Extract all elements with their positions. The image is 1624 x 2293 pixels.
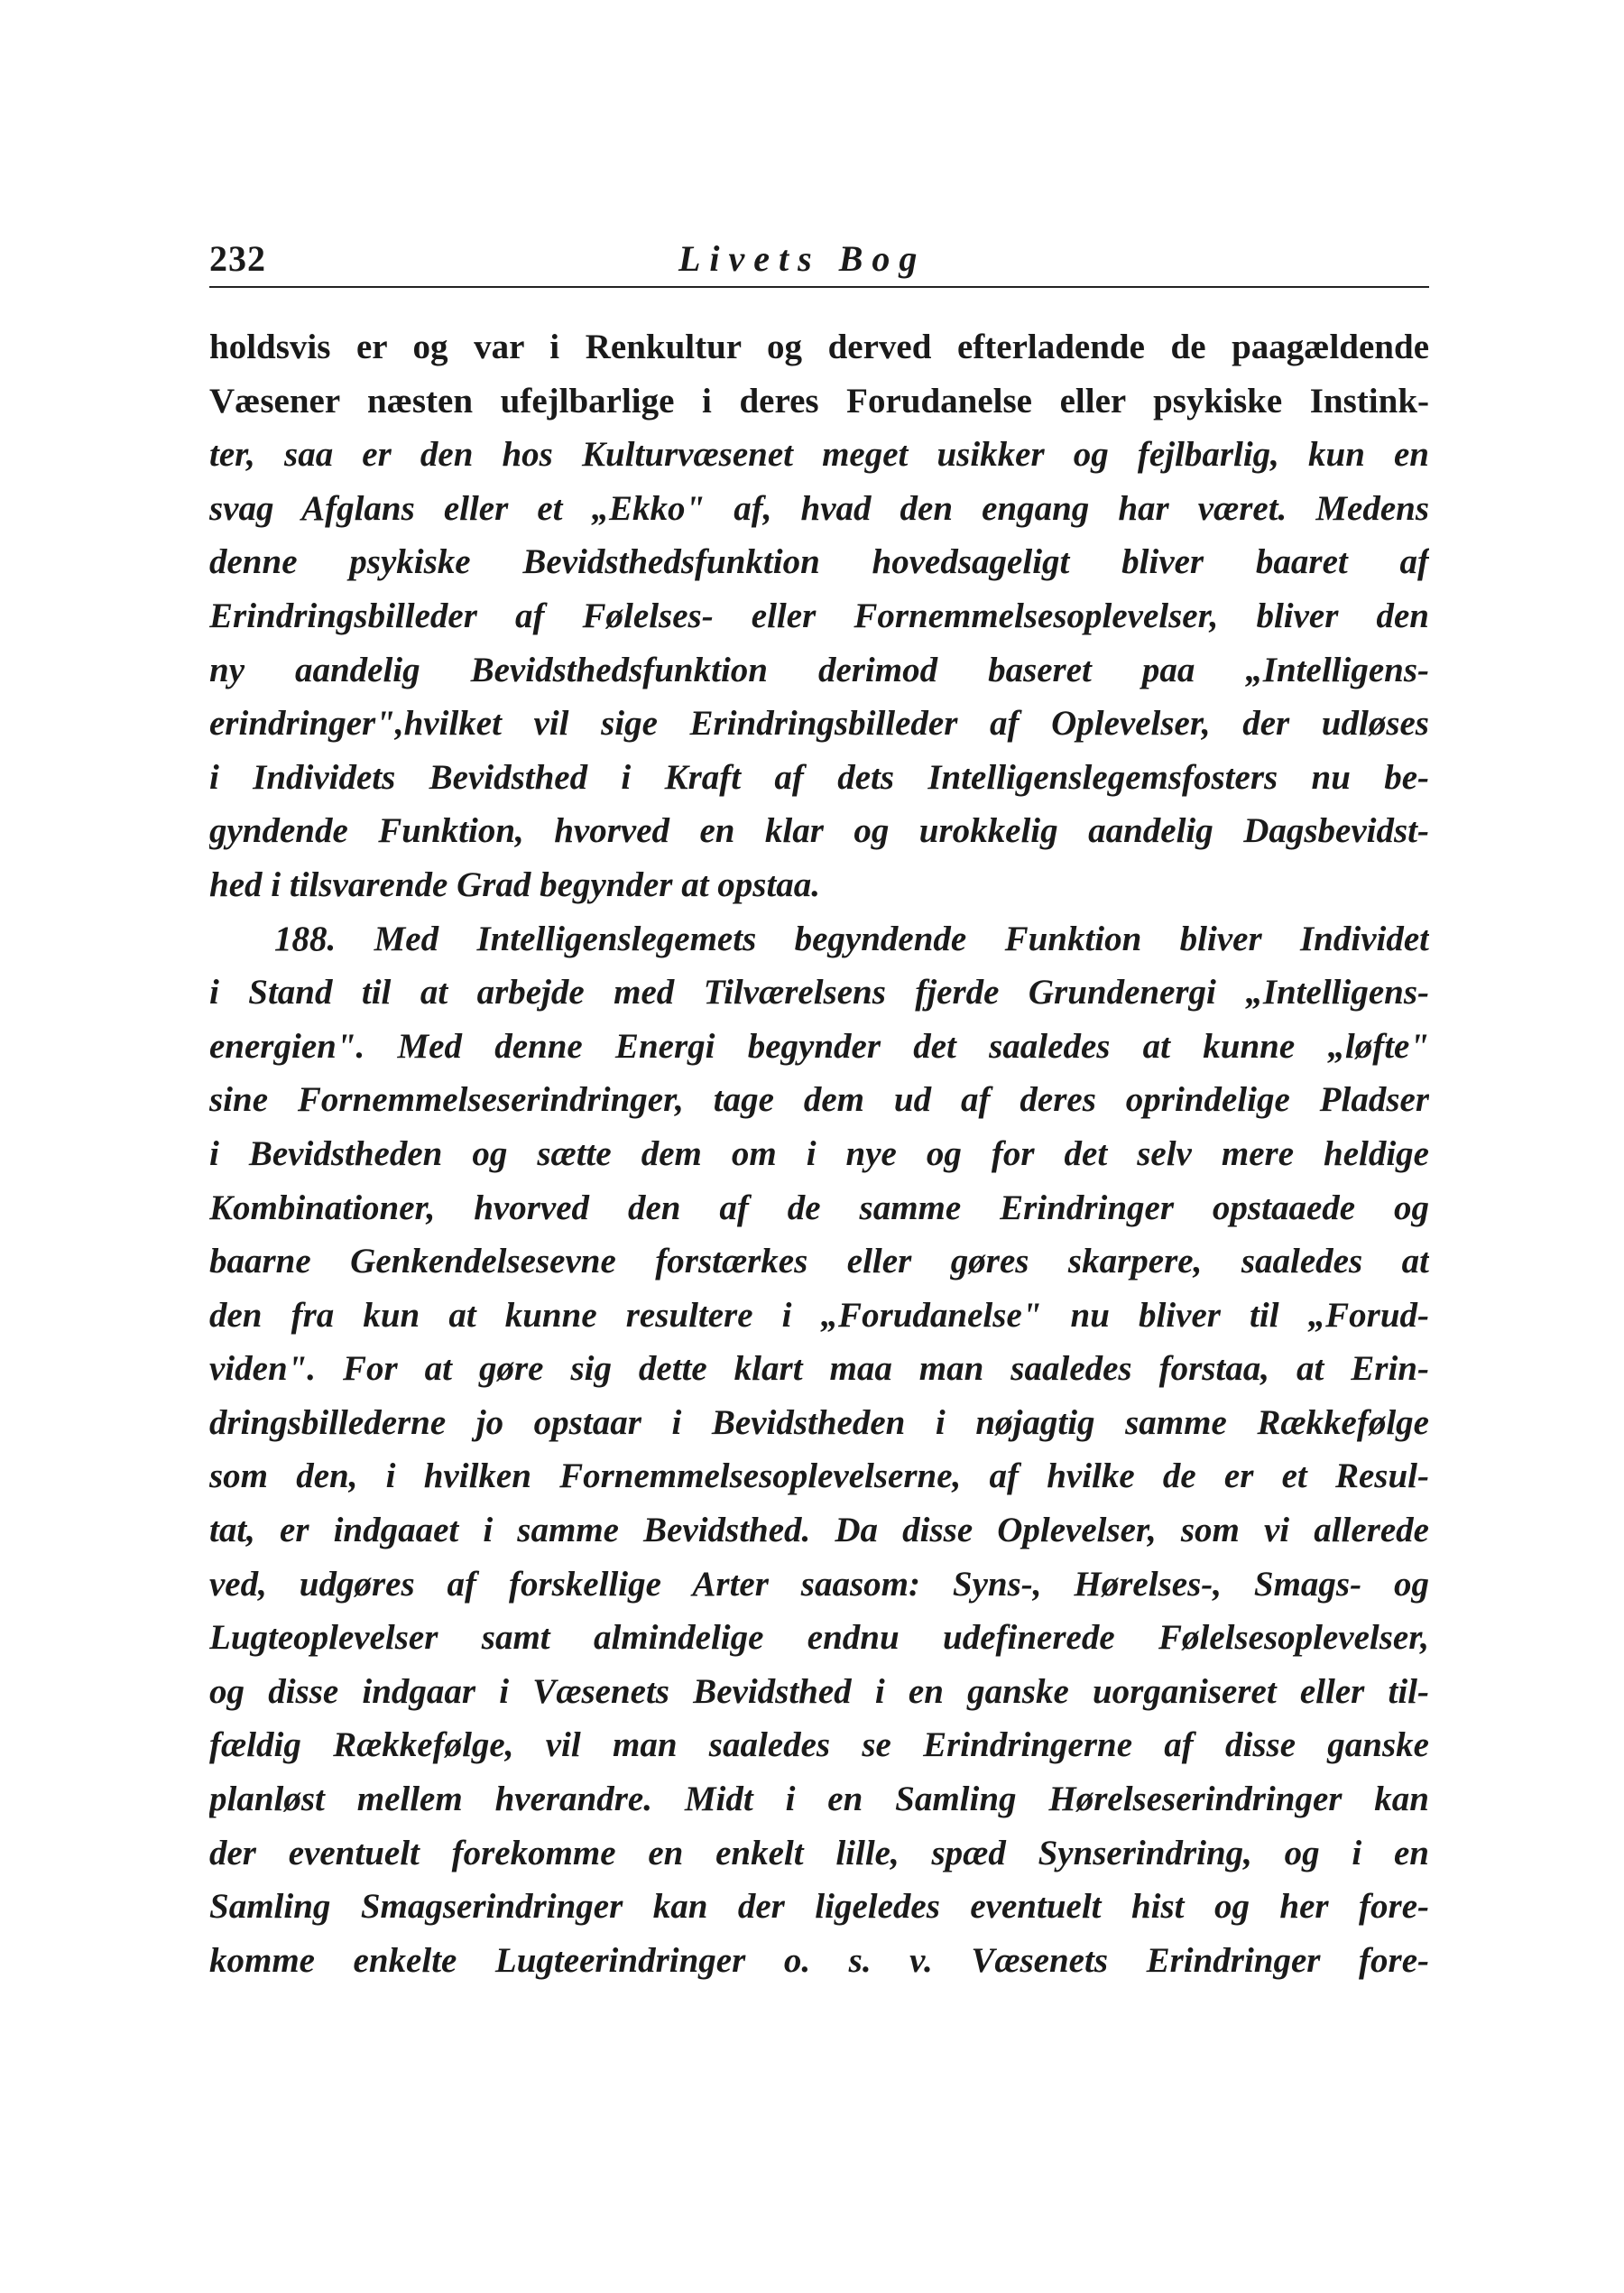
text-line: ter, saa er den hos Kulturvæsenet meget usikker og fejlbarlig, kun en — [209, 435, 1429, 475]
text-line: dringsbillederne jo opstaar i Bevidstheden i nøjagtig samme Rækkefølge — [209, 1402, 1429, 1442]
page-header — [209, 230, 1429, 284]
text-line: erindringer",hvilket vil sige Erindringsbilleder af Oplevelser, der udløses — [209, 704, 1429, 744]
body-text — [209, 320, 1429, 1987]
running-title: Livets Bog — [678, 238, 927, 279]
text-line: fældig Rækkefølge, vil man saaledes se Erindringerne af disse ganske — [209, 1725, 1429, 1765]
text-line: i Stand til at arbejde med Tilværelsens fjerde Grundenergi „Intelligens- — [209, 973, 1429, 1012]
text-line: holdsvis er og var i Renkultur og derved efterladende de paagældende — [209, 328, 1429, 366]
text-line: 188. Med Intelligenslegemets begyndende Funktion bliver Individet — [274, 919, 1429, 958]
text-line: der eventuelt forekomme en enkelt lille, spæd Synserindring, og i en — [209, 1833, 1429, 1872]
text-line: energien". Med denne Energi begynder det saaledes at kunne „løfte" — [209, 1026, 1429, 1066]
text-line: planløst mellem hverandre. Midt i en Samling Hørelseserindringer kan — [209, 1780, 1429, 1819]
page-number: 232 — [209, 238, 266, 279]
text-line: komme enkelte Lugteerindringer o. s. v. Væsenets Erindringer fore- — [209, 1940, 1429, 1980]
text-line: viden". For at gøre sig dette klart maa man saaledes forstaa, at Erin- — [209, 1349, 1429, 1389]
text-line: tat, er indgaaet i samme Bevidsthed. Da disse Oplevelser, som vi allerede — [209, 1511, 1429, 1550]
text-line: Væsener næsten ufejlbarlige i deres Forudanelse eller psykiske Instink- — [209, 381, 1429, 421]
text-line: Kombinationer, hvorved den af de samme Erindringer opstaaede og — [209, 1188, 1429, 1227]
text-line: som den, i hvilken Fornemmelsesoplevelserne, af hvilke de er et Resul- — [209, 1456, 1429, 1496]
text-line: den fra kun at kunne resultere i „Forudanelse" nu bliver til „Forud- — [209, 1295, 1429, 1335]
text-line: i Bevidstheden og sætte dem om i nye og for det selv mere heldige — [209, 1133, 1429, 1173]
text-line: og disse indgaar i Væsenets Bevidsthed i en ganske uorganiseret eller til- — [209, 1671, 1429, 1711]
text-line: Lugteoplevelser samt almindelige endnu udefinerede Følelsesoplevelser, — [209, 1618, 1429, 1658]
text-line: baarne Genkendelsesevne forstærkes eller gøres skarpere, saaledes at — [209, 1242, 1429, 1281]
text-line: svag Afglans eller et „Ekko" af, hvad den engang har været. Medens — [209, 488, 1429, 528]
text-line: hed i tilsvarende Grad begynder at opstaa. — [209, 864, 821, 904]
text-line: i Individets Bevidsthed i Kraft af dets Intelligenslegemsfosters nu be- — [209, 757, 1429, 797]
text-line: sine Fornemmelseserindringer, tage dem ud af deres oprindelige Pladser — [209, 1080, 1429, 1120]
text-line: Samling Smagserindringer kan der ligeledes eventuelt hist og her fore- — [209, 1887, 1429, 1927]
text-line: denne psykiske Bevidsthedsfunktion hovedsageligt bliver baaret af — [209, 542, 1429, 582]
text-line: ny aandelig Bevidsthedsfunktion derimod baseret paa „Intelligens- — [209, 650, 1429, 689]
header-rule — [209, 286, 1429, 288]
text-line: Erindringsbilleder af Følelses- eller Fornemmelsesoplevelser, bliver den — [209, 596, 1429, 635]
text-line: ved, udgøres af forskellige Arter saasom: Syns-, Hørelses-, Smags- og — [209, 1564, 1429, 1604]
text-line: gyndende Funktion, hvorved en klar og urokkelig aandelig Dagsbevidst- — [209, 811, 1429, 851]
